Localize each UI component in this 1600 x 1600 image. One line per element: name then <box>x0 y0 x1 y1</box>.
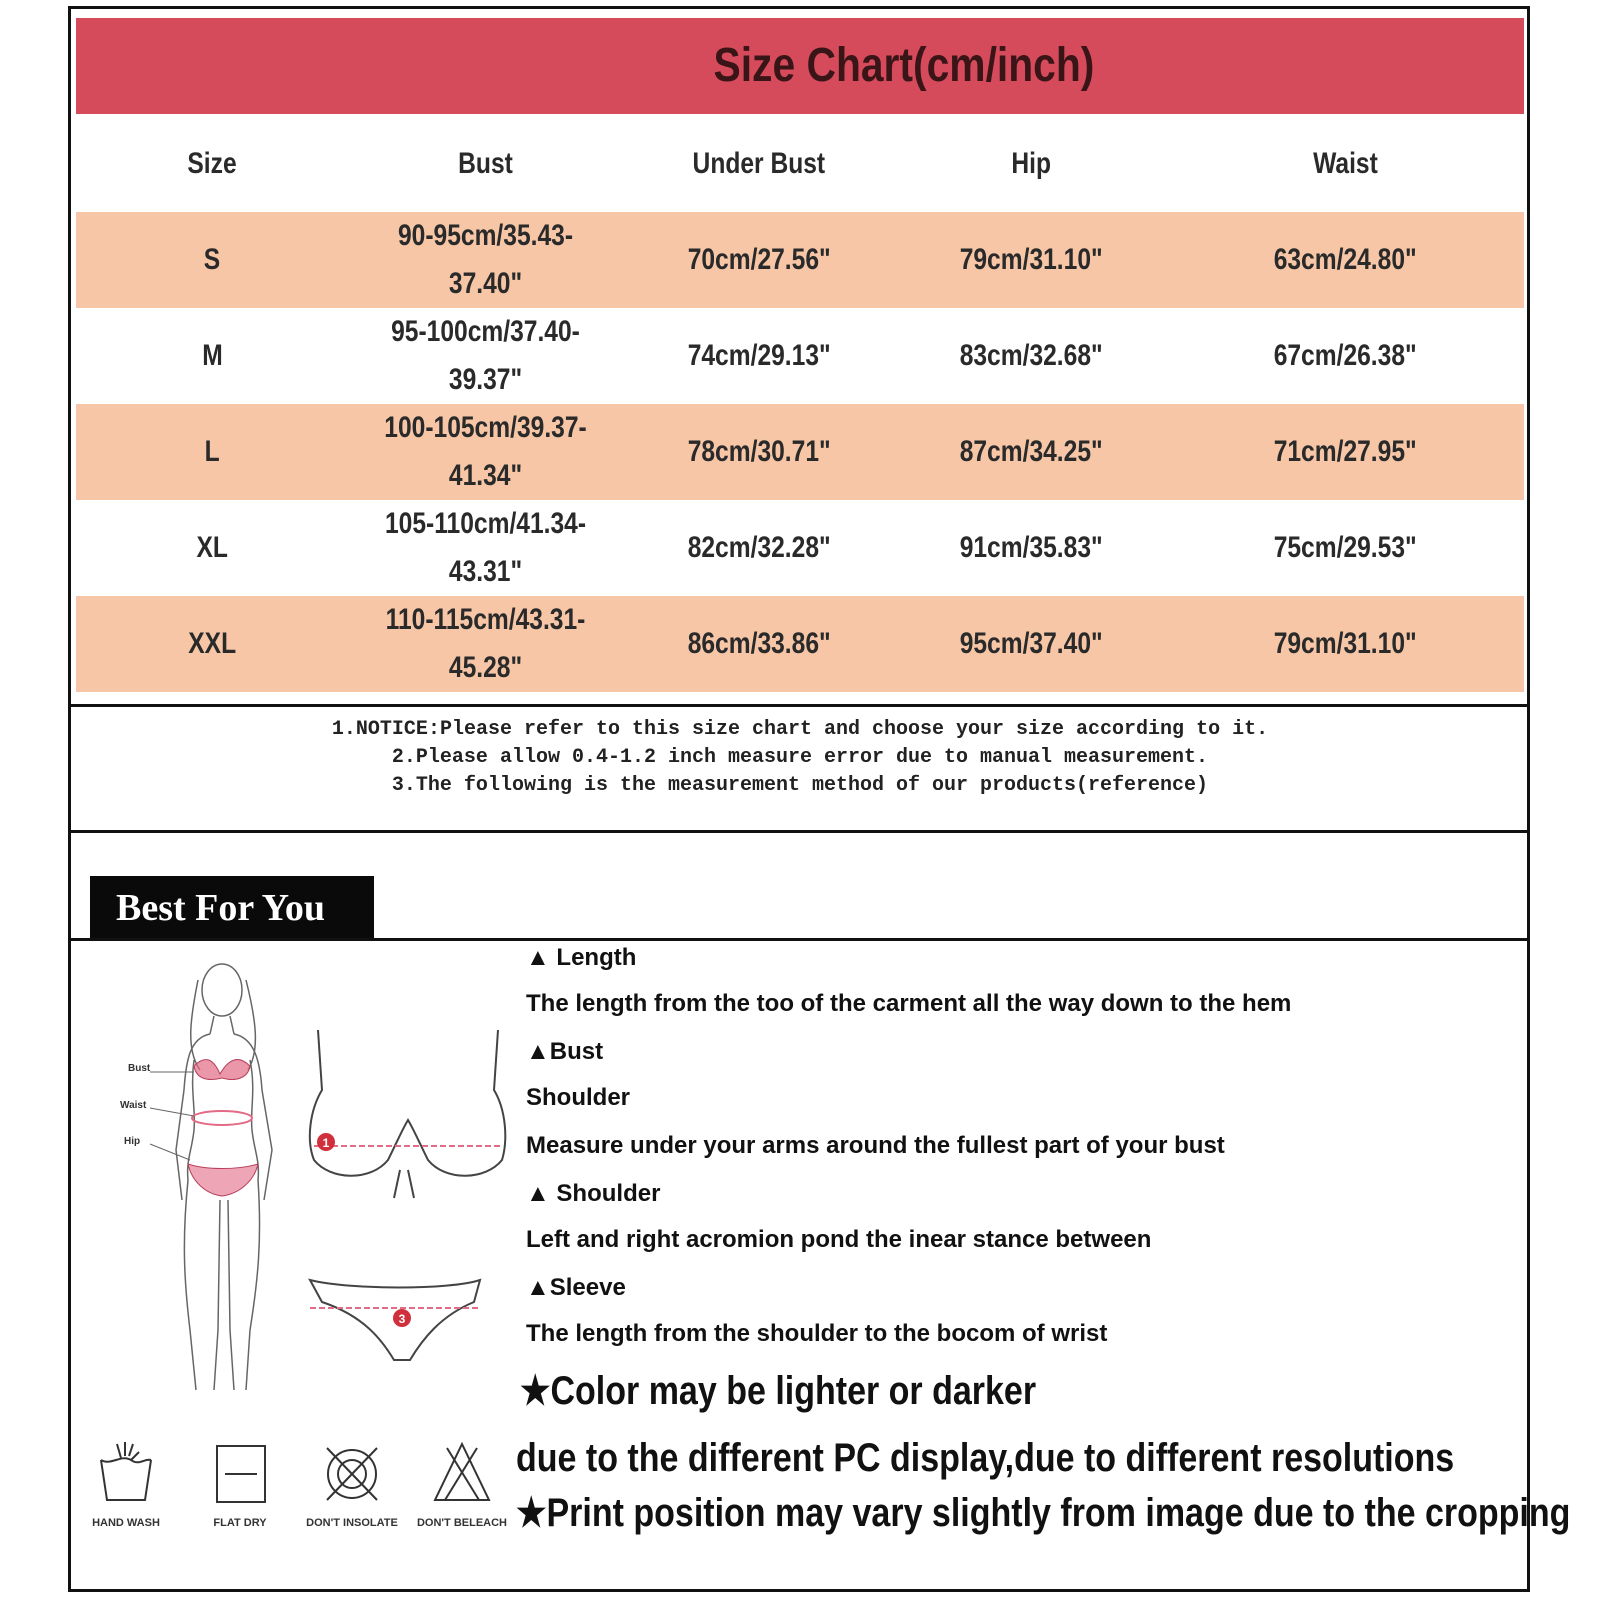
notice-line: 2.Please allow 0.4-1.2 inch measure error due to manual measurement. <box>391 746 1209 769</box>
table-row <box>76 212 1524 308</box>
size-cell: M <box>201 339 223 372</box>
under-bust-cell: 82cm/32.28" <box>687 531 831 564</box>
disclaimer-print: ★Print position may vary slightly from image due to the cropping <box>516 1491 1571 1535</box>
care-dont-insolate <box>302 1438 402 1529</box>
care-hand-wash <box>76 1438 176 1529</box>
divider <box>68 830 1530 833</box>
bust-cell: 90-95cm/35.43-37.40" <box>397 219 574 300</box>
bra-diagram <box>310 1030 505 1198</box>
under-bust-cell: 86cm/33.86" <box>687 627 831 660</box>
figure-label-bust: Bust <box>128 1063 151 1074</box>
spec-sleeve-heading: ▲Sleeve <box>526 1274 626 1301</box>
measurement-figure <box>110 950 510 1420</box>
under-bust-cell: 70cm/27.56" <box>687 243 831 276</box>
notice-block <box>76 716 1524 816</box>
hand-wash-icon <box>91 1438 161 1508</box>
marker-1-label: 1 <box>322 1136 330 1150</box>
size-cell: S <box>203 243 221 276</box>
spec-bust-heading: ▲Bust <box>526 1038 604 1065</box>
page-title: Size Chart(cm/inch) <box>713 39 1095 92</box>
spec-bust-text: Measure under your arms around the fullest part of your bust <box>526 1132 1225 1159</box>
disclaimer-display: due to the different PC display,due to different resolutions <box>516 1436 1455 1480</box>
spec-length-heading: ▲ Length <box>526 944 637 971</box>
waist-cell: 75cm/29.53" <box>1274 531 1417 564</box>
table-row <box>76 308 1524 404</box>
bikini-bottom-graphic <box>188 1164 258 1196</box>
notice-line: 1.NOTICE:Please refer to this size chart and choose your size according to it. <box>331 718 1269 741</box>
title-bar <box>76 18 1524 114</box>
section-label: Best For You <box>90 876 374 940</box>
care-label: FLAT DRY <box>213 1517 267 1529</box>
notice-line: 3.The following is the measurement method of our products(reference) <box>391 774 1209 797</box>
care-label: DON'T INSOLATE <box>306 1517 398 1529</box>
waist-ring-graphic <box>192 1111 252 1125</box>
hip-cell: 91cm/35.83" <box>959 531 1103 564</box>
dont-insolate-icon <box>317 1438 387 1508</box>
disclaimer-color: ★Color may be lighter or darker <box>520 1369 1037 1413</box>
waist-cell: 63cm/24.80" <box>1274 243 1417 276</box>
bust-cell: 95-100cm/37.40-39.37" <box>391 315 580 396</box>
hip-cell: 83cm/32.68" <box>959 339 1103 372</box>
table-row <box>76 500 1524 596</box>
spec-sleeve-text: The length from the shoulder to the bocom of wrist <box>526 1320 1108 1347</box>
hip-cell: 87cm/34.25" <box>959 435 1103 468</box>
dont-bleach-icon <box>427 1438 497 1508</box>
bust-cell: 100-105cm/39.37-41.34" <box>384 411 587 492</box>
section-rule <box>70 938 1530 941</box>
spec-bust-sub: Shoulder <box>526 1084 631 1111</box>
waist-pointer <box>150 1108 194 1116</box>
column-header-bust: Bust <box>458 147 513 180</box>
care-dont-bleach <box>412 1438 512 1529</box>
spec-shoulder-text: Left and right acromion pond the inear stance between <box>526 1226 1152 1253</box>
under-bust-cell: 74cm/29.13" <box>687 339 831 372</box>
spec-length-text: The length from the too of the carment all the way down to the hem <box>526 990 1292 1017</box>
hip-cell: 79cm/31.10" <box>959 243 1103 276</box>
care-label: DON'T BELEACH <box>416 1517 507 1529</box>
size-cell: XXL <box>188 627 236 660</box>
bust-cell: 110-115cm/43.31-45.28" <box>385 603 586 684</box>
table-row <box>76 596 1524 692</box>
hip-cell: 95cm/37.40" <box>959 627 1103 660</box>
care-label: HAND WASH <box>92 1517 160 1529</box>
spec-shoulder-heading: ▲ Shoulder <box>526 1180 661 1207</box>
hip-pointer <box>150 1144 190 1160</box>
care-flat-dry <box>190 1438 290 1529</box>
table-row <box>76 404 1524 500</box>
size-cell: XL <box>196 531 228 564</box>
bust-cell: 105-110cm/41.34-43.31" <box>384 507 587 588</box>
waist-cell: 71cm/27.95" <box>1274 435 1417 468</box>
under-bust-cell: 78cm/30.71" <box>687 435 831 468</box>
size-cell: L <box>204 435 220 468</box>
column-header-under-bust: Under Bust <box>692 147 826 180</box>
bikini-top-graphic <box>194 1060 250 1080</box>
figure-label-waist: Waist <box>120 1100 147 1111</box>
flat-dry-icon <box>205 1438 275 1508</box>
divider <box>68 704 1530 707</box>
waist-cell: 67cm/26.38" <box>1274 339 1417 372</box>
table-header-row <box>76 116 1524 212</box>
column-header-waist: Waist <box>1313 147 1378 180</box>
waist-cell: 79cm/31.10" <box>1274 627 1417 660</box>
marker-3-label: 3 <box>398 1312 406 1326</box>
figure-label-hip: Hip <box>124 1136 141 1147</box>
column-header-size: Size <box>187 147 237 180</box>
column-header-hip: Hip <box>1011 147 1051 180</box>
